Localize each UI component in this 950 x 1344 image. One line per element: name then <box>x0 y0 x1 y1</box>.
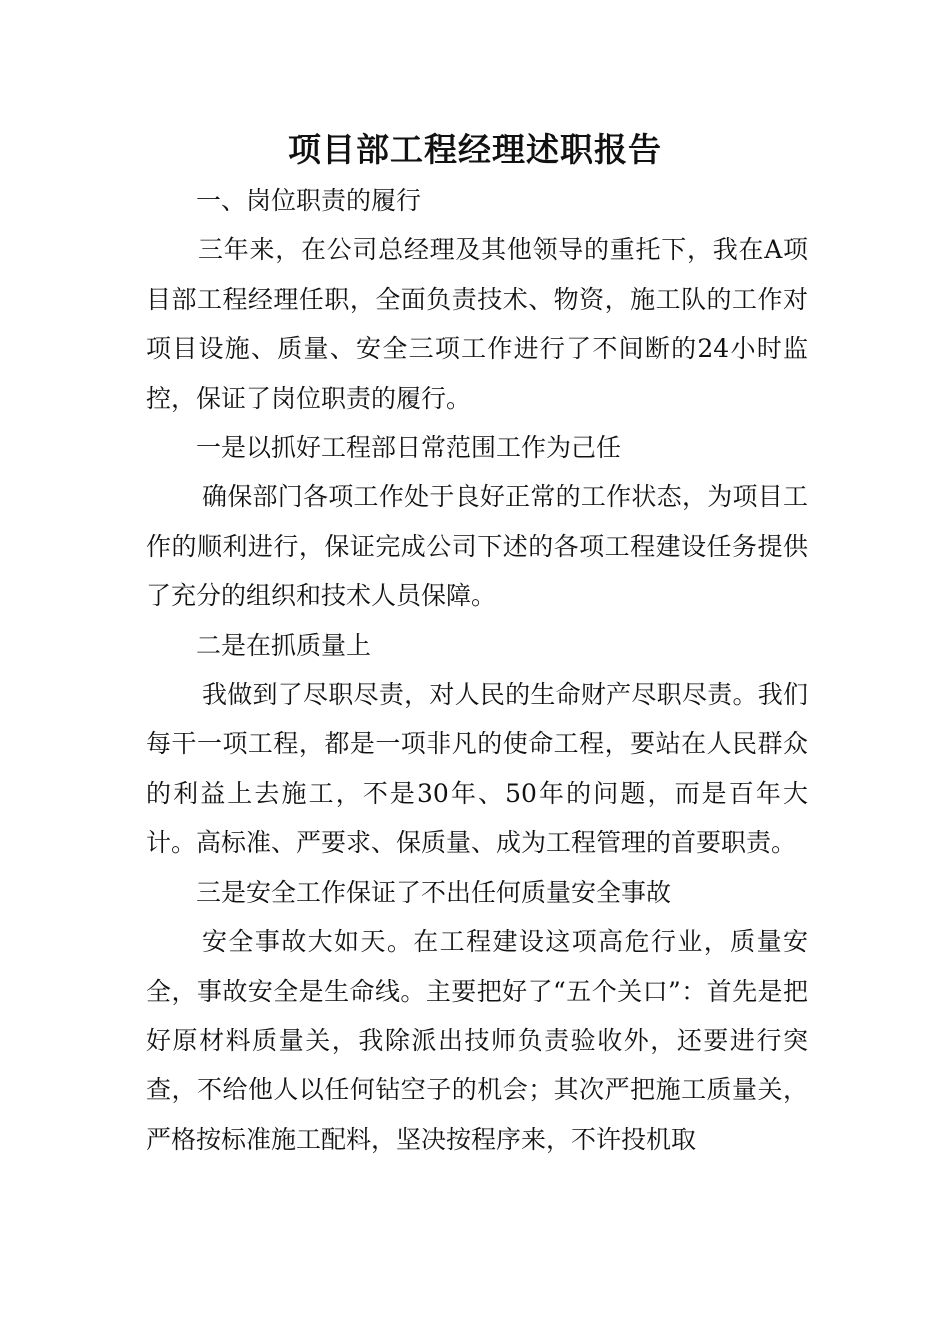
document-title: 项目部工程经理述职报告 <box>288 130 662 169</box>
subsection-heading: 一是以抓好工程部日常范围工作为己任 <box>196 433 622 463</box>
subsection-heading: 二是在抓质量上 <box>196 630 372 660</box>
section-heading: 一、岗位职责的履行 <box>196 186 422 215</box>
document-body <box>146 176 808 1164</box>
body-paragraph: 安全事故大如天。在工程建设这项高危行业，质量安全，事故安全是生命线。主要把好了“五个关口”：首先是把好原材料质量关，我除派出技师负责验收外，还要进行突查，不给他人以任何钻空子的机会；其次严把施工质量关，严格按标准施工配料，坚决按程序来，不许投机取 <box>146 927 808 1154</box>
body-paragraph: 确保部门各项工作处于良好正常的工作状态，为项目工作的顺利进行，保证完成公司下述的各项工程建设任务提供了充分的组织和技术人员保障。 <box>146 482 808 611</box>
body-paragraph: 三年来，在公司总经理及其他领导的重托下，我在A项目部工程经理任职，全面负责技术、物资，施工队的工作对项目设施、质量、安全三项工作进行了不间断的24小时监控，保证了岗位职责的履行。 <box>146 235 808 413</box>
body-paragraph: 我做到了尽职尽责，对人民的生命财产尽职尽责。我们每干一项工程，都是一项非凡的使命工程，要站在人民群众的利益上去施工，不是30年、50年的问题，而是百年大计。高标准、严要求、保质量、成为工程管理的首要职责。 <box>146 680 808 858</box>
subsection-heading: 三是安全工作保证了不出任何质量安全事故 <box>196 877 672 907</box>
